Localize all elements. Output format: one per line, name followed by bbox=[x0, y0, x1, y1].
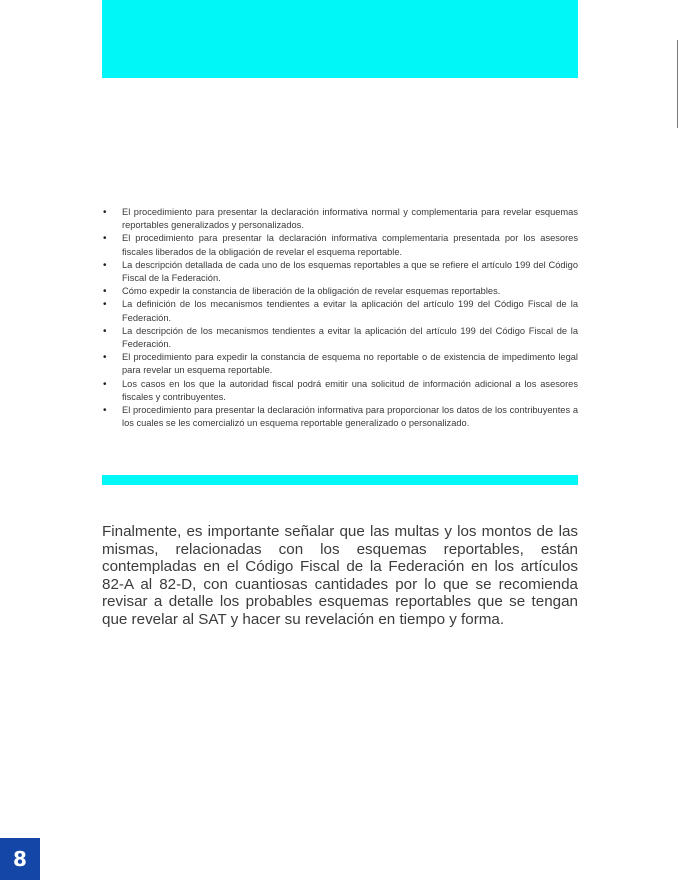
page-number-tab bbox=[0, 838, 40, 880]
bullet-icon: • bbox=[103, 405, 107, 417]
list-item-text: El procedimiento para expedir la constancia de esquema no reportable o de existencia de impedimento legal para revelar un esquema reportable. bbox=[122, 352, 578, 376]
bullet-icon: • bbox=[103, 233, 107, 245]
list-item bbox=[102, 298, 578, 324]
edge-divider-line bbox=[677, 40, 678, 128]
bullet-icon: • bbox=[103, 352, 107, 364]
list-item-text: Cómo expedir la constancia de liberación de la obligación de revelar esquemas reportables. bbox=[122, 286, 501, 297]
list-item-text: Los casos en los que la autoridad fiscal podrá emitir una solicitud de información adicional a los asesores fiscales y contribuyentes. bbox=[122, 378, 578, 402]
requirements-bullet-list bbox=[102, 206, 578, 430]
list-item-text: La definición de los mecanismos tendientes a evitar la aplicación del artículo 199 del Código Fiscal de la Federación. bbox=[122, 299, 578, 323]
list-item bbox=[102, 325, 578, 351]
list-item bbox=[102, 259, 578, 285]
bullet-icon: • bbox=[103, 207, 107, 218]
list-item bbox=[102, 351, 578, 377]
list-item bbox=[102, 404, 578, 430]
list-item bbox=[102, 378, 578, 404]
bullet-icon: • bbox=[103, 378, 107, 390]
list-item bbox=[102, 285, 578, 298]
list-item-text: El procedimiento para presentar la declaración informativa normal y complementaria para revelar esquemas reportables generalizados y personalizados. bbox=[122, 207, 578, 231]
list-item-text: El procedimiento para presentar la declaración informativa complementaria presentada por los asesores fiscales liberados de la obligación de revelar el esquema reportable. bbox=[122, 233, 578, 257]
bullet-icon: • bbox=[103, 299, 107, 311]
list-item bbox=[102, 232, 578, 258]
list-item-text: El procedimiento para presentar la declaración informativa para proporcionar los datos de los contribuyentes a los cuales se les comercializó un esquema reportable generalizado o personalizado. bbox=[122, 405, 578, 429]
bullet-icon: • bbox=[103, 259, 107, 271]
header-accent-band bbox=[102, 0, 578, 78]
closing-paragraph: Finalmente, es importante señalar que las multas y los montos de las mismas, relacionadas con los esquemas reportables, están contempladas en el Código Fiscal de la Federación en los artículos 82-A al 82-D, con cuantiosas cantidades por lo que se recomienda revisar a detalle los probables esquemas reportables que se tengan que revelar al SAT y hacer su revelación en tiempo y forma. bbox=[102, 523, 578, 628]
bullet-icon: • bbox=[103, 286, 107, 298]
page-number: 8 bbox=[13, 847, 27, 871]
section-accent-band bbox=[102, 475, 578, 485]
list-item bbox=[102, 206, 578, 232]
bullet-icon: • bbox=[103, 325, 107, 337]
list-item-text: La descripción de los mecanismos tendientes a evitar la aplicación del artículo 199 del Código Fiscal de la Federación. bbox=[122, 325, 578, 350]
list-item-text: La descripción detallada de cada uno de los esquemas reportables a que se refiere el artículo 199 del Código Fiscal de la Federación. bbox=[122, 259, 578, 284]
